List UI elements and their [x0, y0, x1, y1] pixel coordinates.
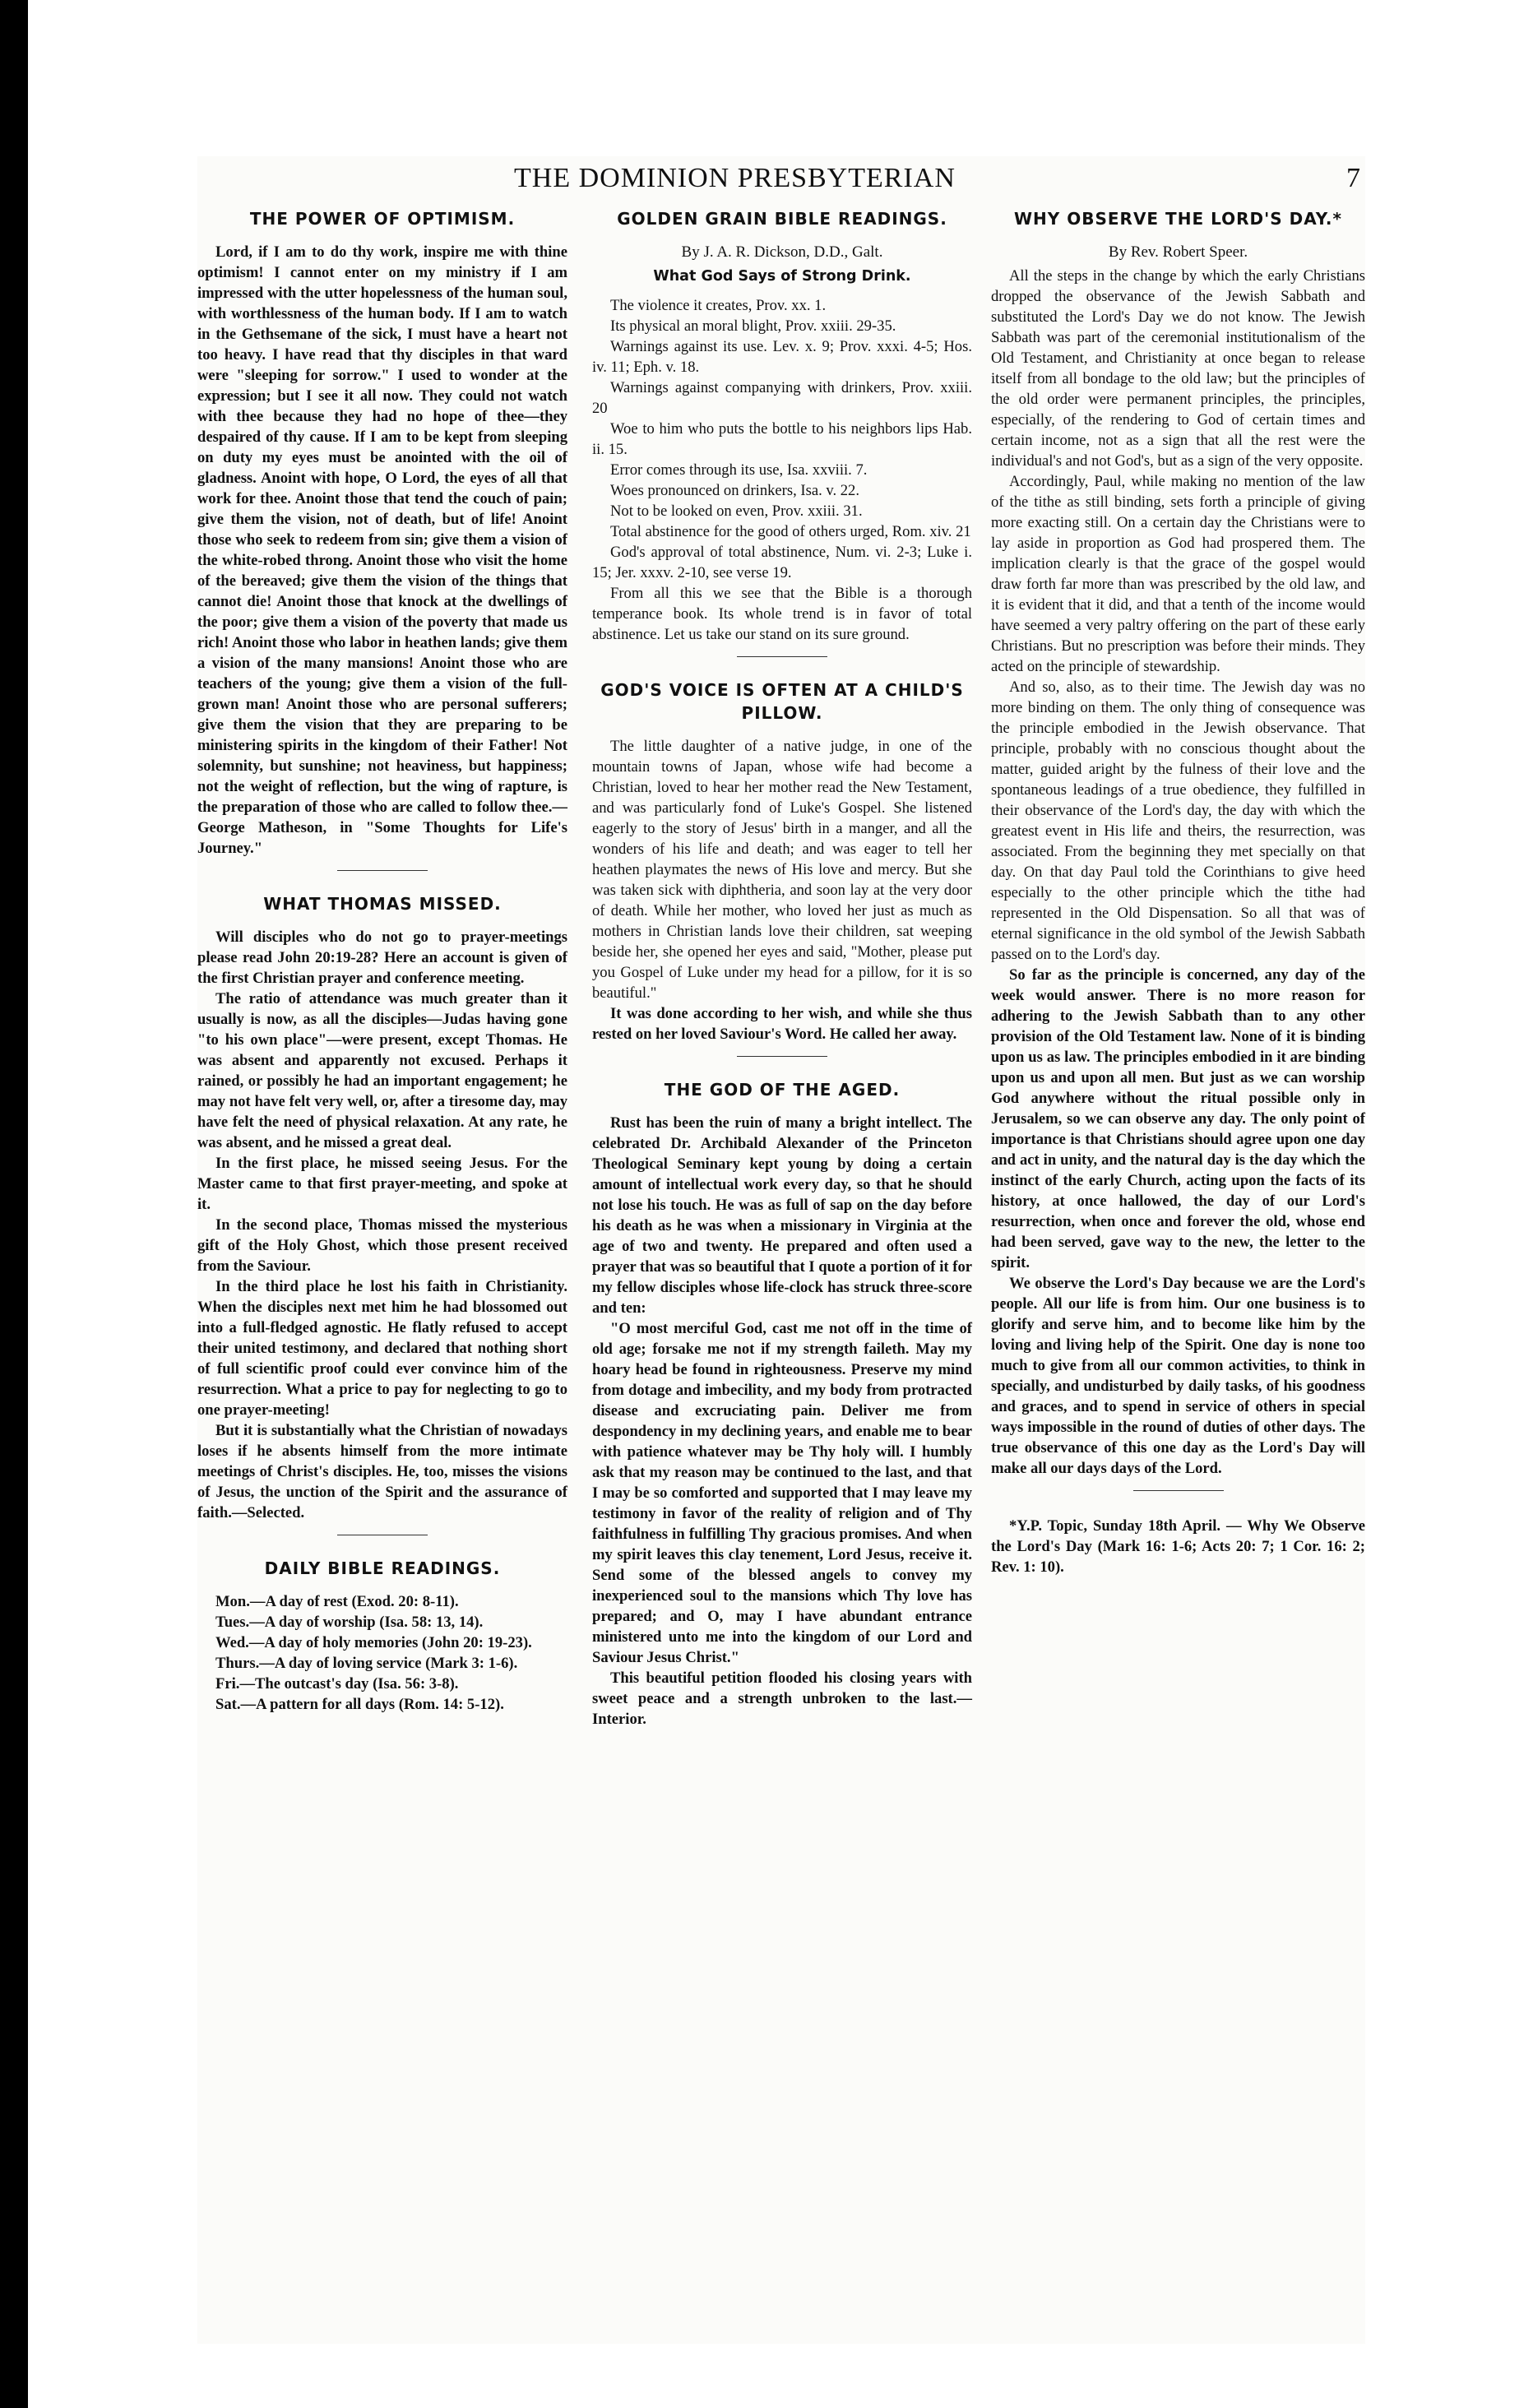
reading-day: Mon. [215, 1593, 250, 1610]
reading-text: —A pattern for all days (Rom. 14: 5-12). [240, 1696, 504, 1713]
lords-day-paragraph: We observe the Lord's Day because we are the Lord's people. All our life is from him. Our one business is to glorify and serve him, and to become like him by the loving and living help of the Spirit. One day is none too much to give from all our common activities, to think in specially, and undisturbed by daily tasks, of his goodness and graces, and to spend in service of others in special ways impossible in the round of duties of other days. The true observance of this one day as the Lord's Day will make all our days days of the Lord. [991, 1275, 1365, 1477]
byline-speer: By Rev. Robert Speer. [1108, 243, 1248, 261]
reading-text: —A day of loving service (Mark 3: 1-6). [259, 1655, 518, 1672]
thomas-paragraph: In the third place he lost his faith in Christianity. When the disciples next met him he had blossomed out into a full-fledged agnostic. He flatly refused to accept their united testimony, and declared that nothing short of full scientific proof could ever convince him of the resurrection. What a price to pay for neglecting to go to one prayer-meeting! [197, 1278, 567, 1419]
heading-what-thomas-missed: WHAT THOMAS MISSED. [263, 894, 502, 914]
pillow-paragraph: It was done according to her wish, and while she thus rested on her loved Saviour's Word. He called her away. [592, 1005, 972, 1043]
column-left [197, 207, 567, 1715]
byline-dickson: By J. A. R. Dickson, D.D., Galt. [681, 243, 883, 261]
article-divider [337, 870, 428, 871]
reading-text: —A day of worship (Isa. 58: 13, 14). [249, 1614, 484, 1631]
footnote-yp-topic: *Y.P. Topic, Sunday 18th April. — Why We Observe the Lord's Day (Mark 16: 1-6; Acts 20: 7; 1 Cor. 16: 2; Rev. 1: 10). [991, 1517, 1365, 1576]
aged-paragraph: This beautiful petition flooded his closing years with sweet peace and a strength unbroken to the last.—Interior. [592, 1669, 972, 1728]
lords-day-paragraph: So far as the principle is concerned, any day of the week would answer. There is no more reason for adhering to the Jewish Sabbath than to any other provision of the Old Testament law. None of it is binding upon us as law. The principles embodied in it are binding upon us and upon all men. But just as we can worship God anywhere without the ritual possible only in Jerusalem, so we can observe any day. The only point of importance is that Christians should agree upon one day and act in unity, and the natural day is the day which the instinct of the early Church, acting upon the facts of its history, at once hallowed, the day of our Lord's resurrection, when once and forever the old, whose end had been served, gave way to the new, the letter to the spirit. [991, 966, 1365, 1271]
thomas-paragraph: But it is substantially what the Christian of nowadays loses if he absents himself from the more intimate meetings of Christ's disciples. He, too, misses the visions of Jesus, the unction of the Spirit and the assurance of faith.—Selected. [197, 1422, 567, 1521]
thomas-paragraph: In the second place, Thomas missed the mysterious gift of the Holy Ghost, which those present received from the Saviour. [197, 1216, 567, 1275]
reading-line: Its physical an moral blight, Prov. xxiii. 29-35. [610, 317, 896, 335]
reading-line: God's approval of total abstinence, Num. vi. 2-3; Luke i. 15; Jer. xxxv. 2-10, see verse 19. [592, 544, 972, 581]
reading-line: Not to be looked on even, Prov. xxiii. 31. [610, 502, 863, 520]
heading-power-of-optimism: THE POWER OF OPTIMISM. [249, 209, 516, 229]
reading-item [197, 1591, 567, 1612]
lords-day-paragraph: All the steps in the change by which the early Christians dropped the observance of the Jewish Sabbath and substituted the Lord's Day we do not know. The Jewish Sabbath was part of the ceremonial institutionalism of the Old Testament, and Christianity at once began to release itself from all bondage to the old law; but the principles of the old order were permanent principles, the principles, especially, of the rendering to God of certain times and certain income, not as a sign that all the rest were the individual's and not God's, but as a sign of the very opposite. [991, 267, 1365, 470]
reading-line: Woe to him who puts the bottle to his neighbors lips Hab. ii. 15. [592, 420, 972, 458]
reading-item [197, 1694, 567, 1715]
reading-line: Warnings against its use. Lev. x. 9; Prov. xxxi. 4-5; Hos. iv. 11; Eph. v. 18. [592, 338, 972, 376]
reading-text: —A day of rest (Exod. 20: 8-11). [249, 1593, 459, 1610]
reading-text: —A day of holy memories (John 20: 19-23). [248, 1634, 532, 1651]
article-divider [737, 1056, 827, 1057]
page-number: 7 [1346, 163, 1360, 193]
reading-day: Wed. [215, 1634, 249, 1651]
reading-day: Fri. [215, 1675, 240, 1693]
reading-day: Sat. [215, 1696, 241, 1713]
reading-text: —The outcast's day (Isa. 56: 3-8). [239, 1675, 459, 1693]
heading-golden-grain: GOLDEN GRAIN BIBLE READINGS. [617, 209, 947, 229]
lords-day-paragraph: And so, also, as to their time. The Jewish day was no more binding on them. The only thing of consequence was the principle embodied in the Jewish observance. That principle, probably with no conscious thought about the matter, guided aright by the fulness of their love and the spontaneous leadings of a true obedience, they fulfilled in their observance of the Lord's day, the day with which the greatest event in His life and theirs, the resurrection, was associated. From the beginning they met specially on that day. On that day Paul told the Corinthians to give heed especially to the other principle which the tithe had represented in the Old Dispensation. So all that was of eternal significance in the old symbol of the Jewish Sabbath passed on to the Lord's day. [991, 678, 1365, 963]
reading-day: Tues. [215, 1614, 250, 1631]
column-middle [592, 207, 972, 1730]
reading-item [197, 1612, 567, 1632]
aged-paragraph: "O most merciful God, cast me not off in the time of old age; forsake me not if my strength faileth. May my hoary head be found in righteousness. Preserve my mind from dotage and imbecility, and my body from protracted disease and excruciating pain. Deliver me from despondency in my declining years, and enable me to bear with patience whatever may be Thy holy will. I humbly ask that my reason may be continued to the last, and that I may be so comforted and supported that I may leave my testimony in favor of the reality of religion and of Thy faithfulness in fulfilling Thy gracious promises. And when my spirit leaves this clay tenement, Lord Jesus, receive it. Send some of the blessed angels to convey my inexperienced soul to the mansions which Thy love has prepared; and O, may I have abundant entrance ministered unto me into the kingdom of our Lord and Saviour Jesus Christ." [592, 1320, 972, 1666]
heading-gods-voice: GOD'S VOICE IS OFTEN AT A CHILD'S PILLOW. [600, 680, 964, 723]
publication-title: THE DOMINION PRESBYTERIAN [514, 163, 956, 193]
lords-day-paragraph: Accordingly, Paul, while making no mention of the law of the tithe as still binding, sets forth a principle of giving more exacting still. On a certain day the Christians were to lay aside in proportion as God had prospered them. The implication clearly is that the grace of the gospel would draw forth far more than was prescribed by the old law, and it is evident that it did, and that a tenth of the income would have seemed a very paltry offering on the part of these early Christians. But no prescription was before their minds. They acted on the principle of stewardship. [991, 473, 1365, 675]
scan-edge [0, 0, 28, 2408]
article-optimism-body: Lord, if I am to do thy work, inspire me with thine optimism! I cannot enter on my ministry if I am impressed with the utter hopelessness of the human soul, with worthlessness of the human body. If I am to watch in the Gethsemane of the sick, I must have a heart not too heavy. I have read that thy disciples in that ward were "sleeping for sorrow." I used to wonder at the expression; but I see it all now. They could not watch with thee because they had no hope of thee—they despaired of thy cause. If I am to be kept from sleeping on duty my eyes must be anointed with the oil of gladness. Anoint with hope, O Lord, the eyes of all that work for thee. Anoint those that tend the couch of pain; give them the vision, not of death, but of life! Anoint those who seek to redeem from sin; give them a vision of the white-robed throng. Anoint those who visit the home of the bereaved; give them the vision of the things that cannot die! Anoint those that knock at the dwellings of the poor; give them a vision of the poverty that made us rich! Anoint those who labor in heathen lands; give them a vision of the many mansions! Anoint those who are teachers of the young; give them a vision of the full-grown man! Anoint those who are personal sufferers; give them the vision that they are preparing to be ministering spirits in the kingdom of their Father! Not solemnity, but sunshine; not heaviness, but happiness; not the weight of reflection, but the wing of rapture, is the preparation of those who are called to follow thee.—George Matheson, in "Some Thoughts for Life's Journey." [197, 243, 567, 857]
heading-why-observe-lords-day: WHY OBSERVE THE LORD'S DAY.* [1014, 209, 1342, 229]
newspaper-page [197, 156, 1365, 2344]
reading-line: Woes pronounced on drinkers, Isa. v. 22. [610, 482, 859, 499]
thomas-paragraph: The ratio of attendance was much greater than it usually is now, as all the disciples—Judas having gone "to his own place"—were present, except Thomas. He was absent and apparently not excused. Perhaps it rained, or possibly he had an important engagement; he may not have felt very well, or, after a tiresome day, may have felt the need of physical relaxation. At any rate, he was absent, and he missed a great deal. [197, 990, 567, 1151]
pillow-paragraph: The little daughter of a native judge, in one of the mountain towns of Japan, whose wife had become a Christian, loved to hear her mother read the New Testament, and was particularly fond of Luke's Gospel. She listened eagerly to the story of Jesus' birth in a manger, and all the wonders of his life and death; and was eager to tell her heathen playmates the news of His love and mercy. But she was taken sick with diphtheria, and soon lay at the very door of death. While her mother, who loved her just as much as mothers in Christian lands love their children, sat weeping beside her, she opened her eyes and said, "Mother, please put you Gospel of Luke under my head for a pillow, for it is so beautiful." [592, 738, 972, 1002]
reading-item [197, 1632, 567, 1653]
heading-god-of-the-aged: THE GOD OF THE AGED. [664, 1080, 901, 1100]
reading-line: The violence it creates, Prov. xx. 1. [610, 297, 827, 314]
reading-item [197, 1674, 567, 1694]
reading-line: From all this we see that the Bible is a thorough temperance book. Its whole trend is in favor of total abstinence. Let us take our stand on its sure ground. [592, 585, 972, 643]
thomas-paragraph: In the first place, he missed seeing Jesus. For the Master came to that first prayer-meeting, and spoke at it. [197, 1155, 567, 1213]
reading-day: Thurs. [215, 1655, 260, 1672]
aged-paragraph: Rust has been the ruin of many a bright intellect. The celebrated Dr. Archibald Alexander of the Princeton Theological Seminary kept young by doing a certain amount of intellectual work every day, so that he should not lose his touch. He was as full of sap on the day before his death as he was when a missionary in Virginia at the age of two and twenty. He prepared and often used a prayer that was so beautiful that I quote a portion of it for my fellow disciples whose life-clock has struck three-score and ten: [592, 1114, 972, 1317]
reading-line: Warnings against companying with drinkers, Prov. xxiii. 20 [592, 379, 972, 417]
reading-line: Total abstinence for the good of others urged, Rom. xiv. 21 [610, 523, 971, 540]
column-right [991, 207, 1365, 1577]
article-divider [737, 656, 827, 657]
article-divider [1133, 1490, 1224, 1491]
masthead [197, 163, 1365, 204]
subheading-strong-drink: What God Says of Strong Drink. [653, 268, 911, 285]
reading-line: Error comes through its use, Isa. xxviii. 7. [610, 461, 868, 479]
reading-item [197, 1653, 567, 1674]
thomas-paragraph: Will disciples who do not go to prayer-meetings please read John 20:19-28? Here an account is given of the first Christian prayer and conference meeting. [197, 928, 567, 987]
heading-daily-bible-readings: DAILY BIBLE READINGS. [264, 1558, 501, 1578]
